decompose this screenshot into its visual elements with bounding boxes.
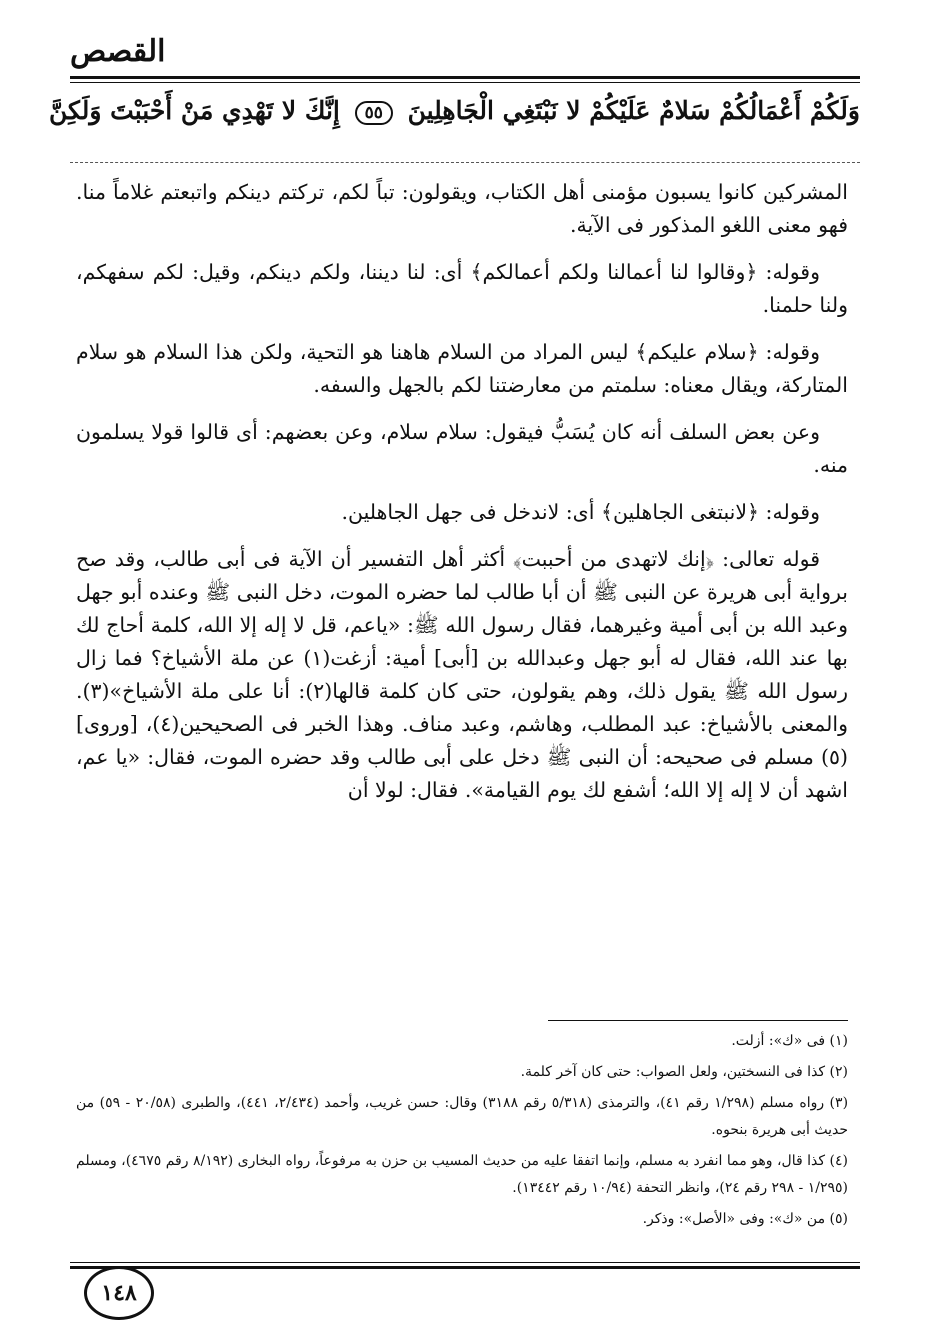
footnote: (١) فى «ك»: أزلت. [731, 1033, 848, 1049]
header-rule [70, 76, 860, 83]
footnote: (٥) من «ك»: وفى «الأصل»: وذكر. [642, 1211, 848, 1227]
footnote: (٣) رواه مسلم (١/٢٩٨ رقم ٤١)، والترمذى (٥/٣١٨ رقم ٣١٨٨) وقال: حسن غريب، وأحمد (٢/٤٣٤، ٤٤١)، والطبرى (٢٠/٥٨ - ٥٩) من حديث أبى هريرة بنحوه. [76, 1095, 849, 1138]
surah-title: القصص [70, 34, 166, 69]
paragraph: قوله تعالى: ﴿إنك لاتهدى من أحببت﴾ أكثر أهل التفسير أن الآية فى أبى طالب، وقد صح برواية أبى هريرة عن النبى ﷺ أن أبا طالب لما حضره الموت، دخل النبى ﷺ وعنده أبو جهل وعبد الله بن أبى أمية وغيرهما، فقال رسول الله ﷺ: «ياعم، قل لا إله إلا الله، كلمة أحاج لك بها عند الله، فقال له أبو جهل وعبدالله بن [أبى] أمية: أزغت(١) عن ملة الأشياخ؟ فما زال رسول الله ﷺ يقول ذلك، وهم يقولون، حتى كان كلمة قالها(٢): أنا على ملة الأشياخ»(٣). والمعنى بالأشياخ: عبد المطلب، وهاشم، وعبد مناف. وهذا الخبر فى الصحيحين(٤)، [وروى](٥) مسلم فى صحيحه: أن النبى ﷺ دخل على أبى طالب وقد حضره الموت، فقال: «يا عم، اشهد أن لا إله إلا الله؛ أشفع لك يوم القيامة». فقال: لولا أن [76, 547, 849, 802]
paragraph: المشركين كانوا يسبون مؤمنى أهل الكتاب، ويقولون: تباً لكم، تركتم دينكم واتبعتم غلاماً منا. فهو معنى اللغو المذكور فى الآية. [76, 180, 848, 237]
footnote-separator [548, 1020, 848, 1021]
paragraph: وعن بعض السلف أنه كان يُسَبُّ فيقول: سلام سلام، وعن بعضهم: أى قالوا قولا يسلمون منه. [76, 420, 848, 477]
paragraph: وقوله: ﴿لانبتغى الجاهلين﴾ أى: لاندخل فى جهل الجاهلين. [341, 500, 820, 524]
paragraph: وقوله: ﴿وقالوا لنا أعمالنا ولكم أعمالكم﴾ أى: لنا ديننا، ولكم دينكم، وقيل: لكم سفهكم، ولنا حلمنا. [76, 260, 848, 317]
commentary-body [76, 176, 848, 821]
quran-verse [48, 96, 860, 125]
verse-text-part-2: إِنَّكَ لا تَهْدِي مَنْ أَحْبَبْتَ وَلَكِنَّ [48, 96, 340, 125]
footnote: (٤) كذا قال، وهو مما انفرد به مسلم، وإنما اتفقا عليه من حديث المسيب بن حزن به مرفوعاً، رواه البخارى (٨/١٩٢ رقم ٤٦٧٥)، ومسلم (١/٢٩٥ - ٢٩٨ رقم ٢٤)، وانظر التحفة (١٠/٩٤ رقم ١٣٤٤٢). [76, 1153, 848, 1196]
page-number: ١٤٨ [84, 1266, 154, 1320]
verse-divider [70, 162, 860, 163]
footer-rule [70, 1262, 860, 1269]
verse-text-part-1: وَلَكُمْ أَعْمَالُكُمْ سَلامٌ عَلَيْكُمْ لا نَبْتَغِي الْجَاهِلِينَ [407, 96, 860, 125]
ayah-number-badge: ٥٥ [355, 101, 393, 125]
paragraph: وقوله: ﴿سلام عليكم﴾ ليس المراد من السلام هاهنا هو التحية، ولكن هذا السلام هو سلام المتاركة، ويقال معناه: سلمتم من معارضتنا لكم بالجهل والسفه. [76, 340, 848, 397]
footnote: (٢) كذا فى النسختين، ولعل الصواب: حتى كان آخر كلمة. [520, 1064, 848, 1080]
footnotes [76, 1028, 848, 1237]
